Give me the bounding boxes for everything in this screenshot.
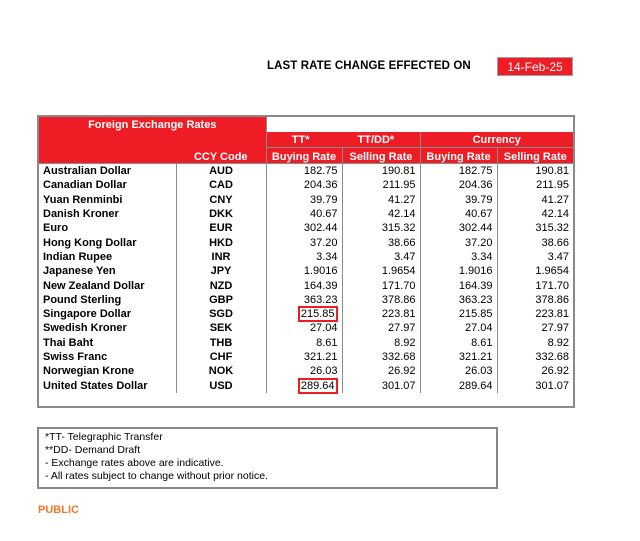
table-title: Foreign Exchange Rates bbox=[39, 117, 266, 132]
last-rate-date: 14-Feb-25 bbox=[497, 57, 573, 76]
currency-selling-rate: 27.97 bbox=[541, 322, 569, 335]
currency-selling-rate: 1.9654 bbox=[535, 265, 569, 278]
tt-buying-rate: 39.79 bbox=[266, 193, 342, 207]
currency-buying-rate: 182.75 bbox=[420, 164, 497, 179]
currency-buying-rate: 215.85 bbox=[420, 307, 497, 321]
table-row bbox=[39, 307, 573, 321]
tt-buying-rate: 3.34 bbox=[266, 250, 342, 264]
tt-selling-rate: 190.81 bbox=[342, 164, 420, 179]
currency-name: New Zealand Dollar bbox=[39, 278, 176, 292]
currency-code: DKK bbox=[176, 207, 266, 221]
currency-buying-rate: 37.20 bbox=[420, 235, 497, 249]
currency-selling-rate: 332.68 bbox=[535, 351, 569, 363]
table-row bbox=[39, 178, 573, 192]
note-indicative: - Exchange rates above are indicative. bbox=[45, 457, 224, 469]
tt-buying-rate: 27.04 bbox=[266, 321, 342, 335]
table-row bbox=[39, 378, 573, 392]
currency-name: Swedish Kroner bbox=[39, 321, 176, 335]
currency-buying-rate: 289.64 bbox=[420, 378, 497, 392]
table-row bbox=[39, 235, 573, 249]
tt-buying-rate: 321.21 bbox=[266, 350, 342, 364]
currency-buying-rate: 3.34 bbox=[420, 250, 497, 264]
highlighted-rate: 289.64 bbox=[298, 378, 338, 394]
currency-code: SEK bbox=[176, 321, 266, 335]
tt-buying-rate: 1.9016 bbox=[266, 264, 342, 278]
currency-name: Swiss Franc bbox=[39, 350, 176, 364]
tt-selling-rate: 211.95 bbox=[342, 178, 420, 192]
currency-group-header: Currency bbox=[420, 132, 573, 148]
currency-name: Indian Rupee bbox=[39, 250, 176, 264]
currency-selling-rate: 42.14 bbox=[541, 208, 569, 221]
tt-buying-rate: 302.44 bbox=[266, 221, 342, 235]
tt-buying-rate: 37.20 bbox=[266, 235, 342, 249]
tt-selling-rate: 315.32 bbox=[342, 221, 420, 235]
tt-selling-rate: 41.27 bbox=[342, 193, 420, 207]
table-row bbox=[39, 321, 573, 335]
table-row bbox=[39, 193, 573, 207]
highlighted-rate: 215.85 bbox=[298, 306, 338, 322]
currency-selling-rate: 315.32 bbox=[535, 222, 569, 235]
tt-selling-rate: 301.07 bbox=[342, 378, 420, 392]
currency-buying-rate: 302.44 bbox=[420, 221, 497, 235]
table-row bbox=[39, 364, 573, 378]
currency-name: Australian Dollar bbox=[39, 164, 176, 179]
tt-buying-rate: 40.67 bbox=[266, 207, 342, 221]
tt-selling-rate: 378.86 bbox=[342, 293, 420, 307]
tt-selling-rate: 27.97 bbox=[342, 321, 420, 335]
tt-selling-rate: 3.47 bbox=[342, 250, 420, 264]
fx-rates-table bbox=[39, 117, 573, 393]
currency-code: INR bbox=[176, 250, 266, 264]
currency-selling-rate: 223.81 bbox=[535, 308, 569, 321]
table-row bbox=[39, 264, 573, 278]
currency-buying-rate: 8.61 bbox=[420, 336, 497, 350]
tt-buying-header: Buying Rate bbox=[266, 148, 342, 164]
currency-name: Euro bbox=[39, 221, 176, 235]
table-row bbox=[39, 221, 573, 235]
currency-name: Pound Sterling bbox=[39, 293, 176, 307]
currency-code: EUR bbox=[176, 221, 266, 235]
tt-selling-rate: 8.92 bbox=[342, 336, 420, 350]
note-subject-to-change: - All rates subject to change without prior notice. bbox=[45, 470, 268, 482]
tt-selling-rate: 42.14 bbox=[342, 207, 420, 221]
tt-selling-header: Selling Rate bbox=[342, 148, 420, 164]
currency-buying-header: Buying Rate bbox=[420, 148, 497, 164]
ccy-code-header: CCY Code bbox=[176, 132, 266, 164]
currency-selling-rate: 211.95 bbox=[536, 179, 569, 192]
currency-code: JPY bbox=[176, 264, 266, 278]
currency-selling-rate: 190.81 bbox=[535, 165, 569, 178]
currency-buying-rate: 321.21 bbox=[420, 350, 497, 364]
tt-group-header bbox=[266, 132, 420, 148]
currency-code: NZD bbox=[176, 278, 266, 292]
currency-code: CHF bbox=[176, 350, 266, 364]
currency-selling-rate: 378.86 bbox=[535, 293, 569, 306]
currency-code: SGD bbox=[176, 307, 266, 321]
table-row bbox=[39, 250, 573, 264]
tt-selling-rate: 332.68 bbox=[342, 350, 420, 364]
fx-table-frame bbox=[37, 115, 575, 408]
tt-buying-rate: 363.23 bbox=[266, 293, 342, 307]
table-row bbox=[39, 164, 573, 179]
tt-selling-rate: 1.9654 bbox=[342, 264, 420, 278]
tt-selling-rate: 223.81 bbox=[342, 307, 420, 321]
currency-selling-rate: 3.47 bbox=[547, 250, 569, 263]
currency-selling-header: Selling Rate bbox=[497, 148, 573, 164]
tt-buying-rate: 26.03 bbox=[266, 364, 342, 378]
currency-selling-rate: 26.92 bbox=[541, 365, 569, 378]
tt-buying-rate: 204.36 bbox=[266, 178, 342, 192]
currency-selling-rate: 41.27 bbox=[541, 193, 569, 206]
currency-name: Thai Baht bbox=[39, 336, 176, 350]
table-row bbox=[39, 336, 573, 350]
currency-name: United States Dollar bbox=[39, 378, 176, 392]
classification-label: PUBLIC bbox=[38, 504, 79, 516]
currency-selling-rate: 38.66 bbox=[541, 236, 569, 249]
note-tt: *TT- Telegraphic Transfer bbox=[45, 431, 163, 443]
currency-name: Yuan Renminbi bbox=[39, 193, 176, 207]
table-row bbox=[39, 207, 573, 221]
tt-selling-rate: 38.66 bbox=[342, 235, 420, 249]
currency-name: Japanese Yen bbox=[39, 264, 176, 278]
tt-buying-rate: 182.75 bbox=[266, 164, 342, 179]
currency-code: CNY bbox=[176, 193, 266, 207]
currency-buying-rate: 204.36 bbox=[420, 178, 497, 192]
currency-code: NOK bbox=[176, 364, 266, 378]
currency-code: GBP bbox=[176, 293, 266, 307]
currency-name: Singapore Dollar bbox=[39, 307, 176, 321]
tt-selling-rate: 171.70 bbox=[342, 278, 420, 292]
currency-selling-rate: 301.07 bbox=[535, 379, 569, 392]
currency-selling-rate: 171.70 bbox=[535, 279, 569, 292]
table-row bbox=[39, 350, 573, 364]
currency-name: Danish Kroner bbox=[39, 207, 176, 221]
tt-label: TT* bbox=[291, 133, 310, 146]
ttdd-label: TT/DD* bbox=[357, 133, 395, 146]
tt-buying-rate bbox=[266, 378, 342, 392]
currency-selling-rate: 8.92 bbox=[547, 336, 569, 349]
fx-table-body bbox=[39, 164, 573, 393]
currency-buying-rate: 1.9016 bbox=[420, 264, 497, 278]
currency-buying-rate: 39.79 bbox=[420, 193, 497, 207]
last-rate-label: LAST RATE CHANGE EFFECTED ON bbox=[267, 60, 471, 72]
currency-code: AUD bbox=[176, 164, 266, 179]
tt-buying-rate: 8.61 bbox=[266, 336, 342, 350]
tt-buying-rate: 164.39 bbox=[266, 278, 342, 292]
table-row bbox=[39, 293, 573, 307]
currency-name: Norwegian Krone bbox=[39, 364, 176, 378]
currency-code: CAD bbox=[176, 178, 266, 192]
currency-name: Hong Kong Dollar bbox=[39, 235, 176, 249]
note-dd: **DD- Demand Draft bbox=[45, 444, 141, 456]
currency-buying-rate: 164.39 bbox=[420, 278, 497, 292]
table-row bbox=[39, 278, 573, 292]
currency-name: Canadian Dollar bbox=[39, 178, 176, 192]
currency-code: HKD bbox=[176, 235, 266, 249]
tt-buying-rate bbox=[266, 307, 342, 321]
currency-buying-rate: 26.03 bbox=[420, 364, 497, 378]
currency-buying-rate: 363.23 bbox=[420, 293, 497, 307]
notes-box bbox=[37, 427, 498, 489]
currency-code: USD bbox=[176, 378, 266, 392]
tt-selling-rate: 26.92 bbox=[342, 364, 420, 378]
currency-code: THB bbox=[176, 336, 266, 350]
currency-buying-rate: 27.04 bbox=[420, 321, 497, 335]
currency-buying-rate: 40.67 bbox=[420, 207, 497, 221]
